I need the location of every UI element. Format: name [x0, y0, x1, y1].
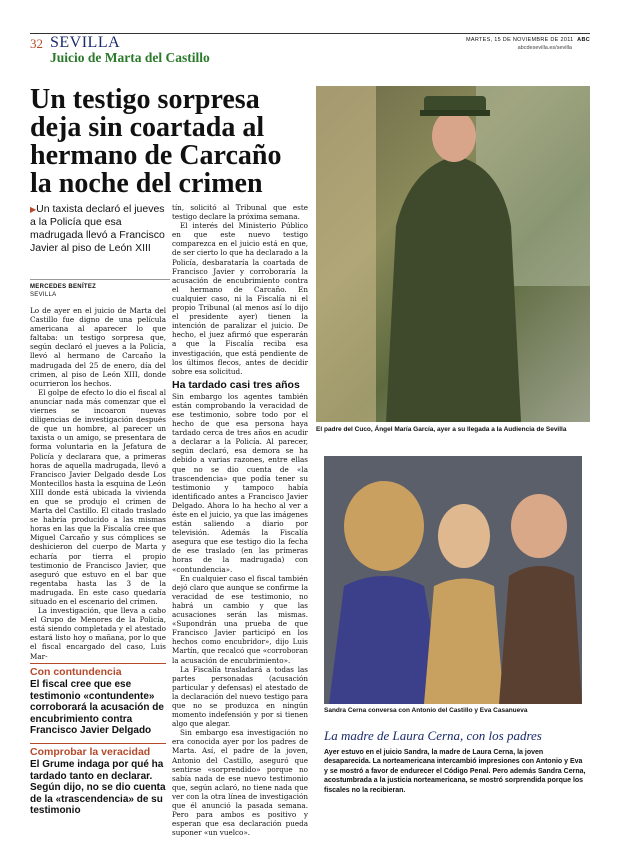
paragraph: El golpe de efecto lo dio el fiscal al anunciar nada más comenzar que el viernes se incoaron nuevas diligencias de investigación después de que un hombre, al parecer un taxista o un amigo, se presentara de forma voluntaria en la Jefatura de Policía y declarara que, a primeras horas de aquella madrugada, llevó a Francisco Javier Delgado desde Los Montecillos hasta la esquina de León XIII donde está ubicada la vivienda en que se produjo el crimen de Marta del Castillo. El citado traslado se habría producido a las mismas horas en las que la Fiscalía cree que Miguel Carcaño y sus cómplices se deshicieron del cuerpo de Marta y echaría por tierra el propio testimonio de Francisco Javier, que aseguró que estuvo en el bar que regentaba hasta las 3 de la madrugada. En este caso quedaría situado en el escenario del crimen. — [30, 387, 166, 606]
subhead-rule — [30, 279, 170, 280]
paragraph: La investigación, que lleva a cabo el Grupo de Menores de la Policía, está siendo completada y el atestado estará listo hoy o mañana, por lo que el fiscal encargado del caso, Luis Mar- — [30, 606, 166, 661]
byline-author: MERCEDES BENÍTEZ — [30, 284, 97, 290]
triangle-icon: ▶ — [30, 205, 37, 214]
photo1-caption: El padre del Cuco, Ángel María García, ayer a su llegada a la Audiencia de Sevilla — [316, 426, 567, 433]
headline: Un testigo sorpresa deja sin coartada al hermano de Carcaño la noche del crimen — [30, 84, 282, 199]
page-number: 32 — [30, 36, 43, 51]
header-website: abcdesevilla.es/sevilla — [517, 45, 572, 51]
sidebar-title: La madre de Laura Cerna, con los padres — [324, 728, 542, 743]
photo-illustration — [316, 86, 590, 422]
paragraph: En cualquier caso el fiscal también dejó claro que aunque se confirme la veracidad de ese testimonio, no habrá un cambio y que las acusaciones serán las mismas. «Supondrán una prueba de que Francisco Javier participó en los hechos como encubridor», dijo Luis Martín, que recalcó que «corroboran la acusación de encubrimiento». — [172, 573, 308, 665]
paragraph: La Fiscalía trasladará a todas las partes personadas (acusación particular y defensas) el atestado de la declaración del nuevo testigo para que no se produzca en ningún momento indefensión y por si tienen algo que alegar. — [172, 664, 308, 729]
sidebar-body: Ayer estuvo en el juicio Sandra, la madre de Laura Cerna, la joven desaparecida. La norteamericana intercambió impresiones con Antonio y Eva y se mostró a favor de endurecer el Código Penal. Pero además Sandra Cerna, acostumbrada a la justicia norteamericana, se mostró sorprendida porque los fiscales no la recibieran. — [324, 749, 586, 794]
paragraph: tín, solicitó al Tribunal que este testigo declare la próxima semana. — [172, 203, 308, 222]
byline-location: SEVILLA — [30, 292, 57, 298]
header-date: MARTES, 15 DE NOVIEMBRE DE 2011 ABC — [465, 37, 590, 43]
subsection-title: Juicio de Marta del Castillo — [50, 50, 210, 65]
section-title: SEVILLA — [50, 34, 121, 51]
pullquote-body: El Grume indaga por qué ha tardado tanto en declarar. Según dijo, no se dio cuenta de la «trascendencia» de su testimonio — [30, 759, 166, 816]
pullquote-body: El fiscal cree que ese testimonio «contundente» corroborará la acusación de encubrimiento contra Francisco Javier Delgado — [30, 679, 164, 736]
pullquote-2 — [30, 743, 166, 817]
photo-father-cuco — [316, 86, 590, 422]
photo2-caption: Sandra Cerna conversa con Antonio del Castillo y Eva Casanueva — [324, 707, 528, 714]
crosshead: Ha tardado casi tres años — [172, 378, 300, 391]
paragraph: El interés del Ministerio Público en que este nuevo testigo comparezca en el juicio está en que, de ser cierto lo que ha declarado a la Policía, desbarataría la coartada de Francisco Javier y corroboraría la acusación de encubrimiento contra el hermano de Carcaño. En cualquier caso, ni la Fiscalía ni el propio Tribunal (al menos así lo dijo el presidente ayer) tienen la intención de paralizar el juicio. De hecho, el juez afirmó que esperarán a que la Fiscalía reciba esa investigación, que está pendiente de los últimos flecos, antes de decidir sobre esa solicitud. — [172, 221, 308, 376]
body-column-1 — [30, 306, 166, 661]
subhead: ▶Un taxista declaró el jueves a la Policía que esa madrugada llevó a Francisco Javier al piso de León XIII — [30, 203, 165, 254]
body-column-2 — [172, 203, 308, 838]
pullquote-kicker: Comprobar la veracidad — [30, 743, 166, 758]
photo-illustration — [324, 456, 582, 704]
paragraph: Sin embargo los agentes también están comprobando la veracidad de ese testimonio, sobre todo por el hecho de que esa persona haya tardado cerca de tres años en acudir a declarar a la Policía. Al parecer, según declaró, esa demora se ha debido a varias razones, entre ellas que no se dio cuenta de «la trascendencia» que podía tener su testimonio y tampoco había identificado antes a Francisco Javier Delgado. Ahora lo ha hecho al ver a éste en el juicio, ya que las imágenes están saliendo a diario por televisión. Además la Fiscalía asegura que ese testigo dio la fecha de ese traslado (en las primeras horas de la madrugada) con «contundencia». — [172, 391, 308, 574]
pullquote-kicker: Con contundencia — [30, 663, 166, 678]
paragraph: Lo de ayer en el juicio de Marta del Castillo fue digno de una película americana al aparecer lo que faltaba: un testigo sorpresa que, según declaró el jueves a la Policía, llevó al hermano de Carcaño la madrugada del 25 de enero, día del crimen, al piso de León XIII, donde ocurrieron los hechos. — [30, 306, 166, 388]
photo-sandra-cerna — [324, 456, 582, 704]
pullquote-1 — [30, 663, 166, 737]
paragraph: Sin embargo esa investigación no era conocida ayer por los padres de Marta. Así, el padre de la joven, Antonio del Castillo, aseguró que sentirse «sorprendido» porque no sabía nada de ese nuevo testimonio que, según aclaró, no tiene nada que ver con la otra línea de investigación que él anunció la pasada semana. Pero para ambos es positivo y esperan que esa declaración pueda suponer «un vuelco». — [172, 728, 308, 838]
